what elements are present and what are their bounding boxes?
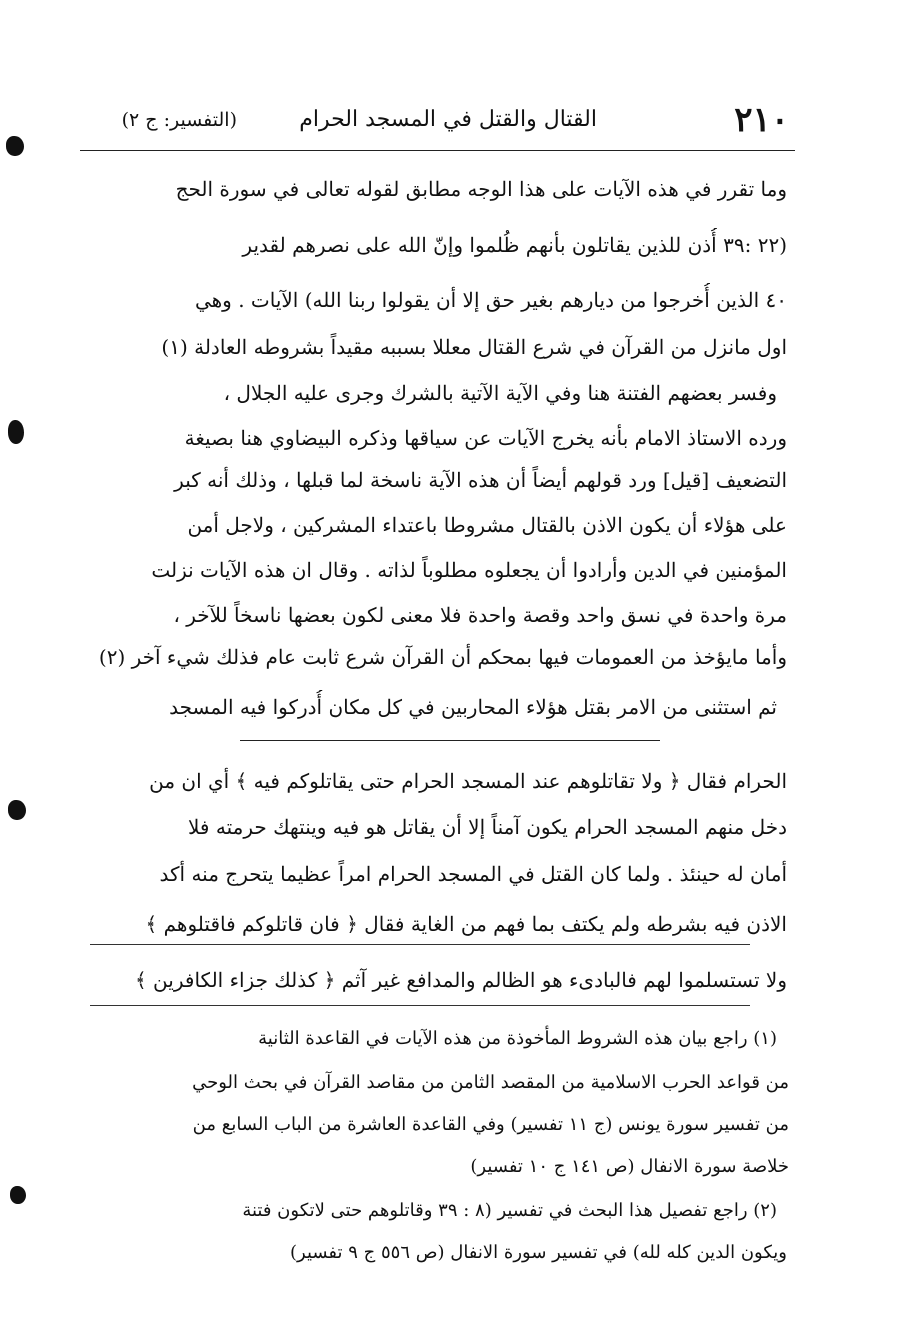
footnote-line: (١) راجع بيان هذه الشروط المأخوذة من هذه الآيات في القاعدة الثانية bbox=[258, 1028, 777, 1049]
separator-rule bbox=[240, 740, 660, 741]
ink-blot bbox=[10, 1186, 26, 1204]
body-line: وما تقرر في هذه الآيات على هذا الوجه مطابق لقوله تعالى في سورة الحج bbox=[175, 177, 787, 201]
footnote-line: خلاصة سورة الانفال (ص ١٤١ ج ١٠ تفسير) bbox=[470, 1156, 789, 1177]
body-line: على هؤلاء أن يكون الاذن بالقتال مشروطا باعتداء المشركين ، ولاجل أمن bbox=[187, 513, 787, 537]
footnote-line: من تفسير سورة يونس (ج ١١ تفسير) وفي القاعدة العاشرة من الباب السابع من bbox=[192, 1114, 789, 1135]
body-line: التضعيف [قيل] ورد قولهم أيضاً أن هذه الآية ناسخة لما قبلها ، وذلك أنه كبر bbox=[174, 468, 787, 492]
body-line: اول مانزل من القرآن في شرع القتال معللا بسببه مقيداً بشروطه العادلة (١) bbox=[161, 335, 787, 359]
continuation-line: أمان له حينئذ . ولما كان القتل في المسجد الحرام امراً عظيما يتحرج منه أكد bbox=[159, 862, 787, 886]
continuation-line: الاذن فيه بشرطه ولم يكتف بما فهم من الغاية فقال ﴿ فان قاتلوكم فاقتلوهم ﴾ bbox=[145, 912, 787, 936]
body-line: وأما مايؤخذ من العمومات فيها بمحكم أن القرآن شرع ثابت عام فذلك شيء آخر (٢) bbox=[98, 645, 787, 669]
page-number: ٢١٠ bbox=[734, 100, 789, 140]
body-line: المؤمنين في الدين وأرادوا أن يجعلوه مطلوباً لذاته . وقال ان هذه الآيات نزلت bbox=[151, 558, 787, 582]
body-line: وفسر بعضهم الفتنة هنا وفي الآية الآتية بالشرك وجرى عليه الجلال ، bbox=[223, 381, 777, 405]
continuation-line: دخل منهم المسجد الحرام يكون آمناً إلا أن يقاتل هو فيه وينتهك حرمته فلا bbox=[188, 815, 787, 839]
body-line: ٤٠ الذين أُخرجوا من ديارهم بغير حق إلا أن يقولوا ربنا الله) الآيات . وهي bbox=[194, 288, 787, 312]
running-title: القتال والقتل في المسجد الحرام bbox=[299, 107, 597, 132]
running-reference: (التفسير: ج ٢) bbox=[121, 109, 237, 131]
body-line: ورده الاستاذ الامام بأنه يخرج الآيات عن سياقها وذكره البيضاوي هنا بصيغة bbox=[184, 426, 787, 450]
body-line: (٢٢ :٣٩ أُذن للذين يقاتلون بأنهم ظُلموا وإنّ الله على نصرهم لقدير bbox=[242, 233, 787, 257]
continuation-line: ولا تستسلموا لهم فالبادىء هو الظالم والمدافع غير آثم ﴿ كذلك جزاء الكافرين ﴾ bbox=[134, 968, 787, 992]
body-line: مرة واحدة في نسق واحد وقصة واحدة فلا معنى لكون بعضها ناسخاً للآخر ، bbox=[173, 603, 787, 627]
handwritten-underline bbox=[90, 1005, 750, 1006]
body-line: ثم استثنى من الامر بقتل هؤلاء المحاربين في كل مكان أُدركوا فيه المسجد bbox=[169, 695, 777, 719]
handwritten-underline bbox=[90, 944, 750, 945]
ink-blot bbox=[8, 420, 24, 444]
ink-blot bbox=[6, 136, 24, 156]
header-rule bbox=[80, 150, 795, 151]
footnote-line: ويكون الدين كله لله) في تفسير سورة الانفال (ص ٥٥٦ ج ٩ تفسير) bbox=[289, 1242, 787, 1263]
footnote-line: (٢) راجع تفصيل هذا البحث في تفسير (٨ : ٣٩ وقاتلوهم حتى لاتكون فتنة bbox=[242, 1200, 777, 1221]
footnote-line: من قواعد الحرب الاسلامية من المقصد الثامن من مقاصد القرآن في بحث الوحي bbox=[192, 1072, 789, 1093]
ink-blot bbox=[8, 800, 26, 820]
continuation-line: الحرام فقال ﴿ ولا تقاتلوهم عند المسجد الحرام حتى يقاتلوكم فيه ﴾ أي ان من bbox=[149, 769, 787, 793]
